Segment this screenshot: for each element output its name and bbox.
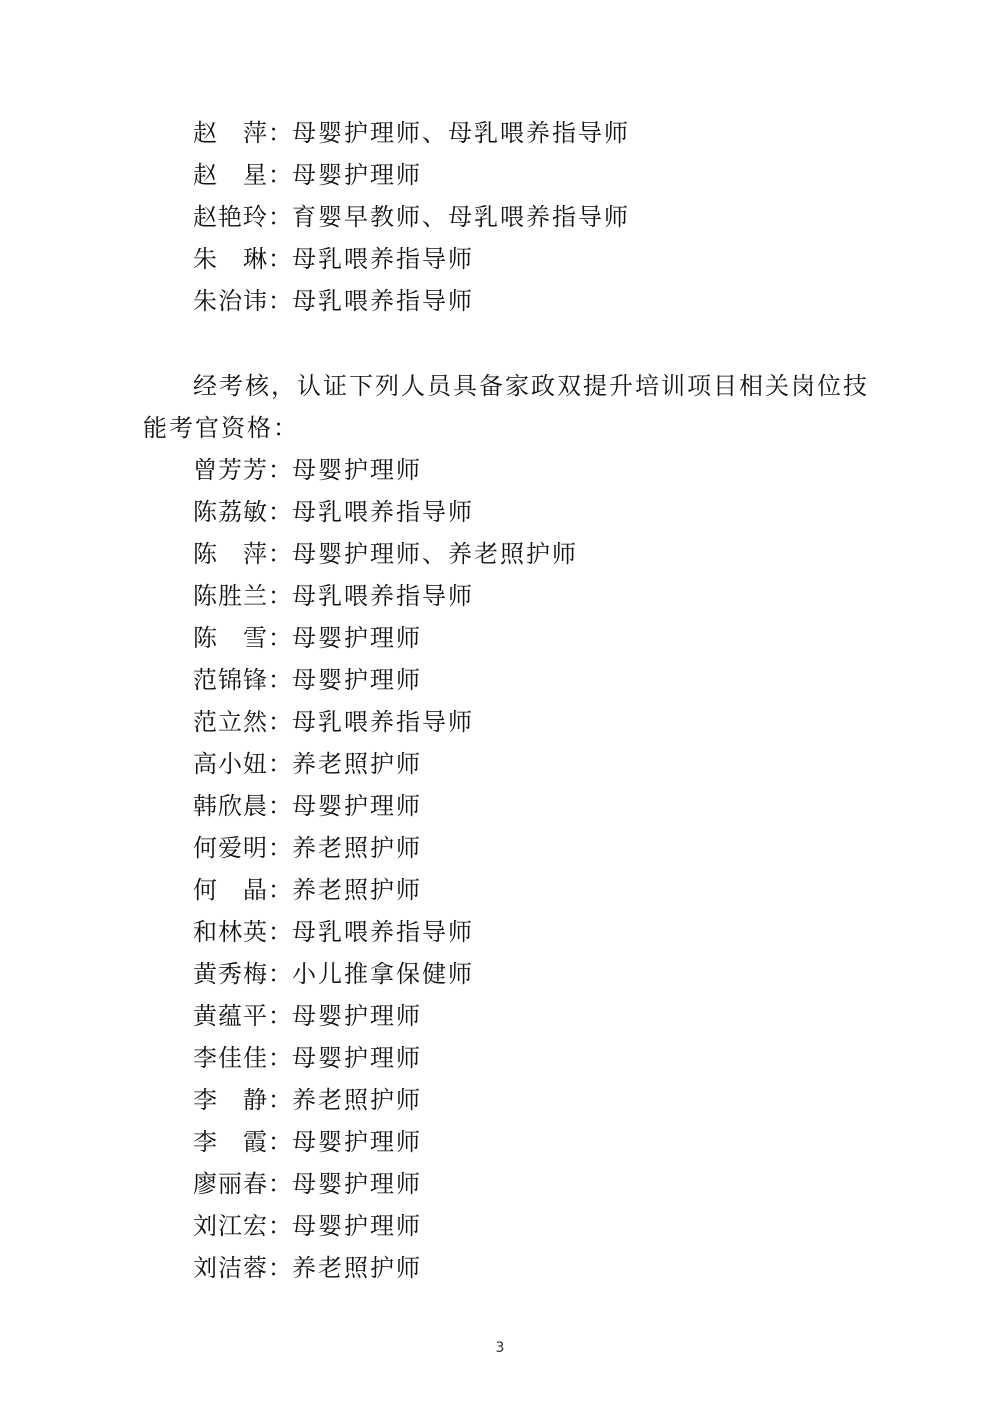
list-item: [193, 491, 474, 533]
separator: ：: [268, 708, 292, 736]
separator: ：: [268, 1044, 292, 1072]
list-item: [193, 238, 474, 280]
separator: ：: [268, 1212, 292, 1240]
separator: ：: [268, 1002, 292, 1030]
person-roles: 母乳喂养指导师: [292, 245, 474, 273]
separator: ：: [268, 540, 292, 568]
separator: ：: [268, 203, 292, 231]
intro-paragraph-line-2: 能考官资格：: [143, 414, 299, 442]
list-item: [193, 617, 422, 659]
person-name: 廖丽春: [193, 1170, 268, 1198]
page-number: 3: [495, 1340, 505, 1356]
person-name: 高小妞: [193, 750, 268, 778]
person-name: 朱治讳: [193, 287, 268, 315]
person-name: 曾芳芳: [193, 456, 268, 484]
person-name: 韩欣晨: [193, 792, 268, 820]
separator: ：: [268, 582, 292, 610]
person-name: 赵 星: [193, 161, 268, 189]
list-item: [193, 154, 422, 196]
person-roles: 母乳喂养指导师: [292, 498, 474, 526]
separator: ：: [268, 1086, 292, 1114]
separator: ：: [268, 119, 292, 147]
person-name: 何爱明: [193, 834, 268, 862]
person-roles: 养老照护师: [292, 750, 422, 778]
person-roles: 母婴护理师: [292, 792, 422, 820]
list-item: [193, 1079, 422, 1121]
list-item: [193, 1037, 422, 1079]
person-name: 陈 萍: [193, 540, 268, 568]
person-name: 刘洁蓉: [193, 1254, 268, 1282]
person-name: 何 晶: [193, 876, 268, 904]
list-item: [193, 533, 578, 575]
person-name: 赵艳玲: [193, 203, 268, 231]
separator: ：: [268, 624, 292, 652]
person-name: 赵 萍: [193, 119, 268, 147]
person-roles: 母婴护理师: [292, 1002, 422, 1030]
separator: ：: [268, 834, 292, 862]
separator: ：: [268, 750, 292, 778]
list-item: [193, 953, 474, 995]
person-roles: 养老照护师: [292, 834, 422, 862]
list-item: [193, 911, 474, 953]
person-name: 和林英: [193, 918, 268, 946]
separator: ：: [268, 245, 292, 273]
separator: ：: [268, 960, 292, 988]
person-roles: 母乳喂养指导师: [292, 287, 474, 315]
person-roles: 母婴护理师: [292, 1212, 422, 1240]
person-roles: 母乳喂养指导师: [292, 708, 474, 736]
person-name: 陈荔敏: [193, 498, 268, 526]
person-name: 李佳佳: [193, 1044, 268, 1072]
list-item: [193, 1163, 422, 1205]
list-item: [193, 701, 474, 743]
list-item: [193, 869, 422, 911]
list-item: [193, 280, 474, 322]
separator: ：: [268, 161, 292, 189]
list-item: [193, 995, 422, 1037]
separator: ：: [268, 287, 292, 315]
person-roles: 养老照护师: [292, 876, 422, 904]
person-roles: 母乳喂养指导师: [292, 582, 474, 610]
separator: ：: [268, 1254, 292, 1282]
person-name: 范锦锋: [193, 666, 268, 694]
person-roles: 母婴护理师、母乳喂养指导师: [292, 119, 630, 147]
person-name: 范立然: [193, 708, 268, 736]
person-name: 黄蕴平: [193, 1002, 268, 1030]
separator: ：: [268, 498, 292, 526]
intro-paragraph-line-1: 经考核，认证下列人员具备家政双提升培训项目相关岗位技: [193, 372, 869, 400]
person-roles: 母婴护理师: [292, 456, 422, 484]
person-roles: 母婴护理师: [292, 1128, 422, 1156]
list-item: [193, 659, 422, 701]
person-name: 陈胜兰: [193, 582, 268, 610]
list-item: [193, 1121, 422, 1163]
list-item: [193, 449, 422, 491]
person-roles: 母婴护理师: [292, 1044, 422, 1072]
list-item: [193, 785, 422, 827]
person-name: 李 静: [193, 1086, 268, 1114]
person-roles: 母婴护理师: [292, 1170, 422, 1198]
separator: ：: [268, 876, 292, 904]
person-roles: 母乳喂养指导师: [292, 918, 474, 946]
list-item: [193, 196, 630, 238]
person-name: 陈 雪: [193, 624, 268, 652]
person-roles: 母婴护理师、养老照护师: [292, 540, 578, 568]
separator: ：: [268, 456, 292, 484]
person-roles: 养老照护师: [292, 1086, 422, 1114]
person-name: 刘江宏: [193, 1212, 268, 1240]
person-roles: 母婴护理师: [292, 624, 422, 652]
person-name: 朱 琳: [193, 245, 268, 273]
list-item: [193, 827, 422, 869]
person-roles: 养老照护师: [292, 1254, 422, 1282]
list-item: [193, 112, 630, 154]
person-roles: 育婴早教师、母乳喂养指导师: [292, 203, 630, 231]
separator: ：: [268, 666, 292, 694]
person-name: 李 霞: [193, 1128, 268, 1156]
separator: ：: [268, 792, 292, 820]
separator: ：: [268, 918, 292, 946]
list-item: [193, 743, 422, 785]
separator: ：: [268, 1128, 292, 1156]
person-roles: 小儿推拿保健师: [292, 960, 474, 988]
list-item: [193, 575, 474, 617]
list-item: [193, 1205, 422, 1247]
person-roles: 母婴护理师: [292, 161, 422, 189]
list-item: [193, 1247, 422, 1289]
person-roles: 母婴护理师: [292, 666, 422, 694]
person-name: 黄秀梅: [193, 960, 268, 988]
separator: ：: [268, 1170, 292, 1198]
